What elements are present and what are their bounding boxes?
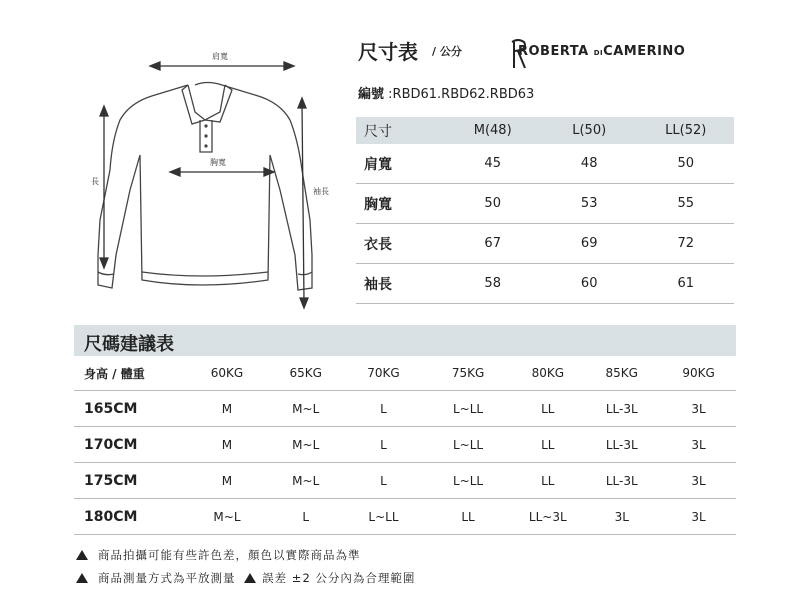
size-table-row [356,224,734,264]
sleeve-label: 袖長 [313,187,329,196]
note-text: 誤差 ±2 公分內為合理範圍 [262,571,416,585]
shirt-diagram [70,40,350,320]
size-header-cell: M(48) [444,117,541,144]
rec-header-cell: 60KG [187,356,268,391]
size-table-row [356,144,734,184]
size-cell: 58 [444,264,541,304]
chest-label: 胸寬 [210,158,226,167]
rec-cell: L~LL [423,463,513,499]
size-row-label: 胸寬 [356,184,444,224]
rec-header-cell: 75KG [423,356,513,391]
rec-cell: M [187,463,268,499]
rec-header-cell: 80KG [513,356,582,391]
size-row-label: 衣長 [356,224,444,264]
page-title: 尺寸表 [358,40,418,64]
rec-cell: 3L [661,499,736,535]
rec-cell: M~L [187,499,268,535]
size-cell: 60 [541,264,638,304]
rec-cell: 3L [582,499,661,535]
size-row-label: 肩寬 [356,144,444,184]
rec-header-cell: 身高 / 體重 [74,356,187,391]
rec-cell: LL-3L [582,427,661,463]
rec-cell: LL [513,391,582,427]
rec-cell: LL-3L [582,391,661,427]
recommendation-row [74,391,736,427]
rec-cell: M [187,427,268,463]
note-text: 商品拍攝可能有些許色差，顏色以實際商品為準 [98,548,361,562]
brand-part-2: CAMERINO [603,44,686,59]
size-table-row [356,264,734,304]
rec-row-label: 175CM [74,463,187,499]
model-value: :RBD61.RBD62.RBD63 [388,87,535,102]
rec-cell: M [187,391,268,427]
rec-cell: LL [513,463,582,499]
rec-cell: L [344,463,423,499]
unit-label: / 公分 [432,45,462,58]
size-cell: 53 [541,184,638,224]
rec-row-label: 180CM [74,499,187,535]
size-cell: 45 [444,144,541,184]
size-header-cell: L(50) [541,117,638,144]
size-cell: 48 [541,144,638,184]
size-cell: 67 [444,224,541,264]
recommendation-row [74,499,736,535]
rec-cell: M~L [267,427,344,463]
rec-cell: L~LL [344,499,423,535]
rec-cell: LL~3L [513,499,582,535]
size-cell: 50 [444,184,541,224]
rec-header-cell: 70KG [344,356,423,391]
size-cell: 72 [637,224,734,264]
size-header-cell: 尺寸 [356,117,444,144]
rec-cell: 3L [661,391,736,427]
model-label: 編號 [358,87,385,102]
note-color [76,547,361,563]
rec-cell: L~LL [423,427,513,463]
note-measurement [76,570,415,586]
rec-cell: LL [423,499,513,535]
size-cell: 69 [541,224,638,264]
rec-cell: M~L [267,391,344,427]
rec-row-label: 170CM [74,427,187,463]
size-cell: 55 [637,184,734,224]
size-row-label: 袖長 [356,264,444,304]
recommendation-table [74,356,736,535]
recommendation-row [74,463,736,499]
size-header-cell: LL(52) [637,117,734,144]
rec-header-cell: 90KG [661,356,736,391]
recommendation-title: 尺碼建議表 [84,334,174,355]
size-table [356,117,734,304]
shoulder-label: 肩寬 [212,52,228,61]
size-cell: 61 [637,264,734,304]
triangle-icon [244,573,256,583]
rec-cell: 3L [661,427,736,463]
model-number [358,83,534,102]
rec-header-cell: 65KG [267,356,344,391]
size-cell: 50 [637,144,734,184]
rec-row-label: 165CM [74,391,187,427]
rec-cell: LL-3L [582,463,661,499]
size-table-header [356,117,734,144]
length-label: 長 [91,177,99,186]
rec-cell: 3L [661,463,736,499]
rec-cell: L~LL [423,391,513,427]
rec-cell: L [267,499,344,535]
triangle-icon [76,573,88,583]
rec-cell: M~L [267,463,344,499]
triangle-icon [76,550,88,560]
rec-cell: L [344,391,423,427]
recommendation-header [74,356,736,391]
brand-name [518,44,685,59]
brand-part-di: DI [593,49,604,57]
rec-cell: L [344,427,423,463]
note-text: 商品測量方式為平放測量 [98,571,236,585]
rec-header-cell: 85KG [582,356,661,391]
rec-cell: LL [513,427,582,463]
size-table-row [356,184,734,224]
brand-part-1: ROBERTA [518,44,589,59]
recommendation-row [74,427,736,463]
